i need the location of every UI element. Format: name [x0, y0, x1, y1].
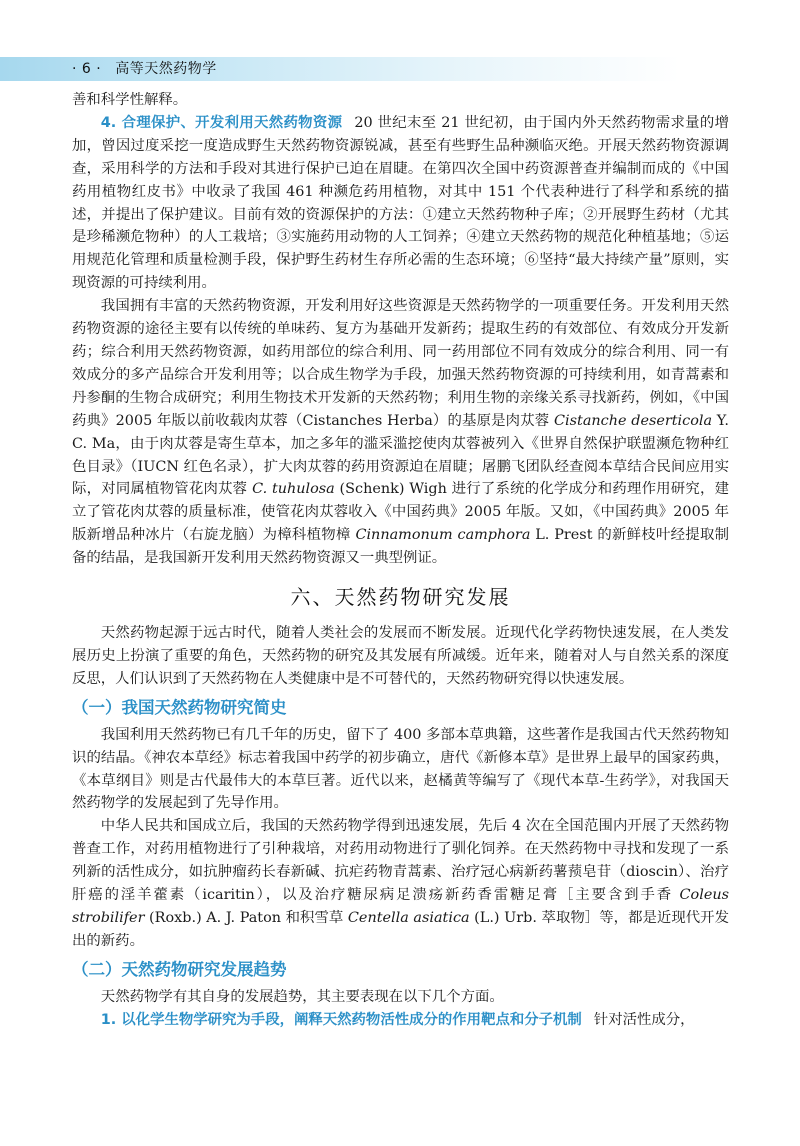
- trends-paragraph: 天然药物学有其自身的发展趋势，其主要表现在以下几个方面。: [100, 988, 504, 1005]
- species-name: Coleus strobilifer: [72, 887, 729, 926]
- species-name: Cistanche deserticola: [554, 412, 713, 429]
- paragraph-item-4: [72, 112, 729, 295]
- paragraph-continued: 善和科学性解释。: [72, 92, 188, 108]
- history-text-3: (L.) Urb. 萃取物］等，都是近现代开发出的新药。: [72, 910, 729, 949]
- trend-item-1-text: 针对活性成分，: [593, 1011, 695, 1028]
- paragraph-resources: [72, 295, 729, 570]
- section-intro: 天然药物起源于远古时代，随着人类社会的发展而不断发展。近现代化学药物快速发展，在人类发展历史上扮演了重要的角色，天然药物的研究及其发展有所减缓。近年来，随着对人与自然关系的深度反思，人们认识到了天然药物在人类健康中是不可替代的，天然药物研究得以快速发展。: [72, 625, 729, 687]
- resources-text-3: (Schenk) Wigh 进行了系统的化学成分和药理作用研究，建立了管花肉苁蓉的质量标准，使管花肉苁蓉收入《中国药典》2005 年版。又如，《中国药典》2005 年版新增品种冰片（右旋龙脑）为樟科植物樟: [72, 481, 729, 544]
- page-body: [72, 89, 729, 1032]
- subsection-heading-history: （一）我国天然药物研究简史: [72, 697, 287, 717]
- species-name: Cinnamonum camphora: [355, 527, 531, 544]
- trends-item-1: [72, 1009, 729, 1032]
- history-paragraph-1: 我国利用天然药物已有几千年的历史，留下了 400 多部本草典籍，这些著作是我国古代天然药物知识的结晶。《神农本草经》标志着我国中药学的初步确立，唐代《新修本草》是世界上最早的国家药典，《本草纲目》则是古代最伟大的本草巨著。近代以来，赵橘黄等编写了《现代本草-生药学》，对我国天然药物学的发展起到了先导作用。: [72, 726, 729, 812]
- resources-text-1: 我国拥有丰富的天然药物资源，开发利用好这些资源是天然药物学的一项重要任务。开发利用天然药物资源的途径主要有以传统的单味药、复方为基础开发新药；提取生药的有效部位、有效成分开发新药；综合利用天然药物资源，如药用部位的综合利用、同一药用部位不同有效成分的综合利用、同一有效成分的多产品综合开发利用等；以合成生物学为手段，加强天然药物资源的可持续利用，如青蒿素和丹参酮的生物合成研究；利用生物技术开发新的天然药物；利用生物的亲缘关系寻找新药，例如，《中国药典》2005 年版以前收载肉苁蓉（Cistanches Herba）的基原是肉苁蓉: [72, 298, 729, 429]
- history-text-1: 中华人民共和国成立后，我国的天然药物学得到迅速发展，先后 4 次在全国范围内开展了天然药物普查工作，对药用植物进行了引种栽培，对药用动物进行了驯化饲养。在天然药物中寻找和发现了一系列新的活性成分，如抗肿瘤药长春新碱、抗疟药物青蒿素、治疗冠心病新药薯蓣皂苷（dioscin）、治疗肝癌的淫羊藿素（icaritin），以及治疗糖尿病足溃疡新药香雷糖足膏［主要含到手香: [72, 818, 729, 904]
- section-heading: 六、天然药物研究发展: [290, 585, 511, 610]
- resources-text-2: Y. C. Ma，由于肉苁蓉是寄生草本，加之多年的滥采滥挖使肉苁蓉被列入《世界自然保护联盟濒危物种红色目录》（IUCN 红色名录），扩大肉苁蓉的药用资源迫在眉睫；屠鹏飞团队经查阅本草结合民间应用实际，对同属植物管花肉苁蓉: [72, 412, 729, 498]
- history-text-2: (Roxb.) A. J. Paton 和积雪草: [144, 910, 348, 926]
- subsection-heading-trends: （二）天然药物研究发展趋势: [72, 959, 287, 979]
- item-4-title: 4. 合理保护、开发利用天然药物资源: [100, 114, 343, 131]
- resources-text-4: L. Prest 的新鲜枝叶经提取制备的结晶，是我国新开发利用天然药物资源又一典型例证。: [72, 527, 730, 567]
- trend-item-1-title: 1. 以化学生物学研究为手段，阐释天然药物活性成分的作用靶点和分子机制: [100, 1011, 582, 1028]
- page-number: · 6 ·: [72, 61, 102, 77]
- item-4-text: 20 世纪末至 21 世纪初，由于国内外天然药物需求量的增加，曾因过度采挖一度造成野生天然药物资源锐减，甚至有些野生品种濒临灭绝。开展天然药物资源调查，采用科学的方法和手段对其进行保护已迫在眉睫。在第四次全国中药资源普查并编制而成的《中国药用植物红皮书》中收录了我国 461 种濒危药用植物，对其中 151 个代表种进行了科学和系统的描述，并提出了保护建议。目前有效的资源保护的方法：①建立天然药物种子库；②开展野生药材（尤其是珍稀濒危物种）的人工栽培；③实施药用动物的人工饲养；④建立天然药物的规范化种植基地；⑤运用规范化管理和质量检测手段，保护野生药材生存所必需的生态环境；⑥坚持“最大持续产量”原则，实现资源的可持续利用。: [72, 114, 729, 292]
- history-paragraph-2: [72, 815, 729, 952]
- running-header: [72, 59, 217, 79]
- species-name: C. tuhulosa: [252, 481, 335, 498]
- species-name: Centella asiatica: [347, 910, 470, 926]
- book-title: 高等天然药物学: [115, 61, 217, 77]
